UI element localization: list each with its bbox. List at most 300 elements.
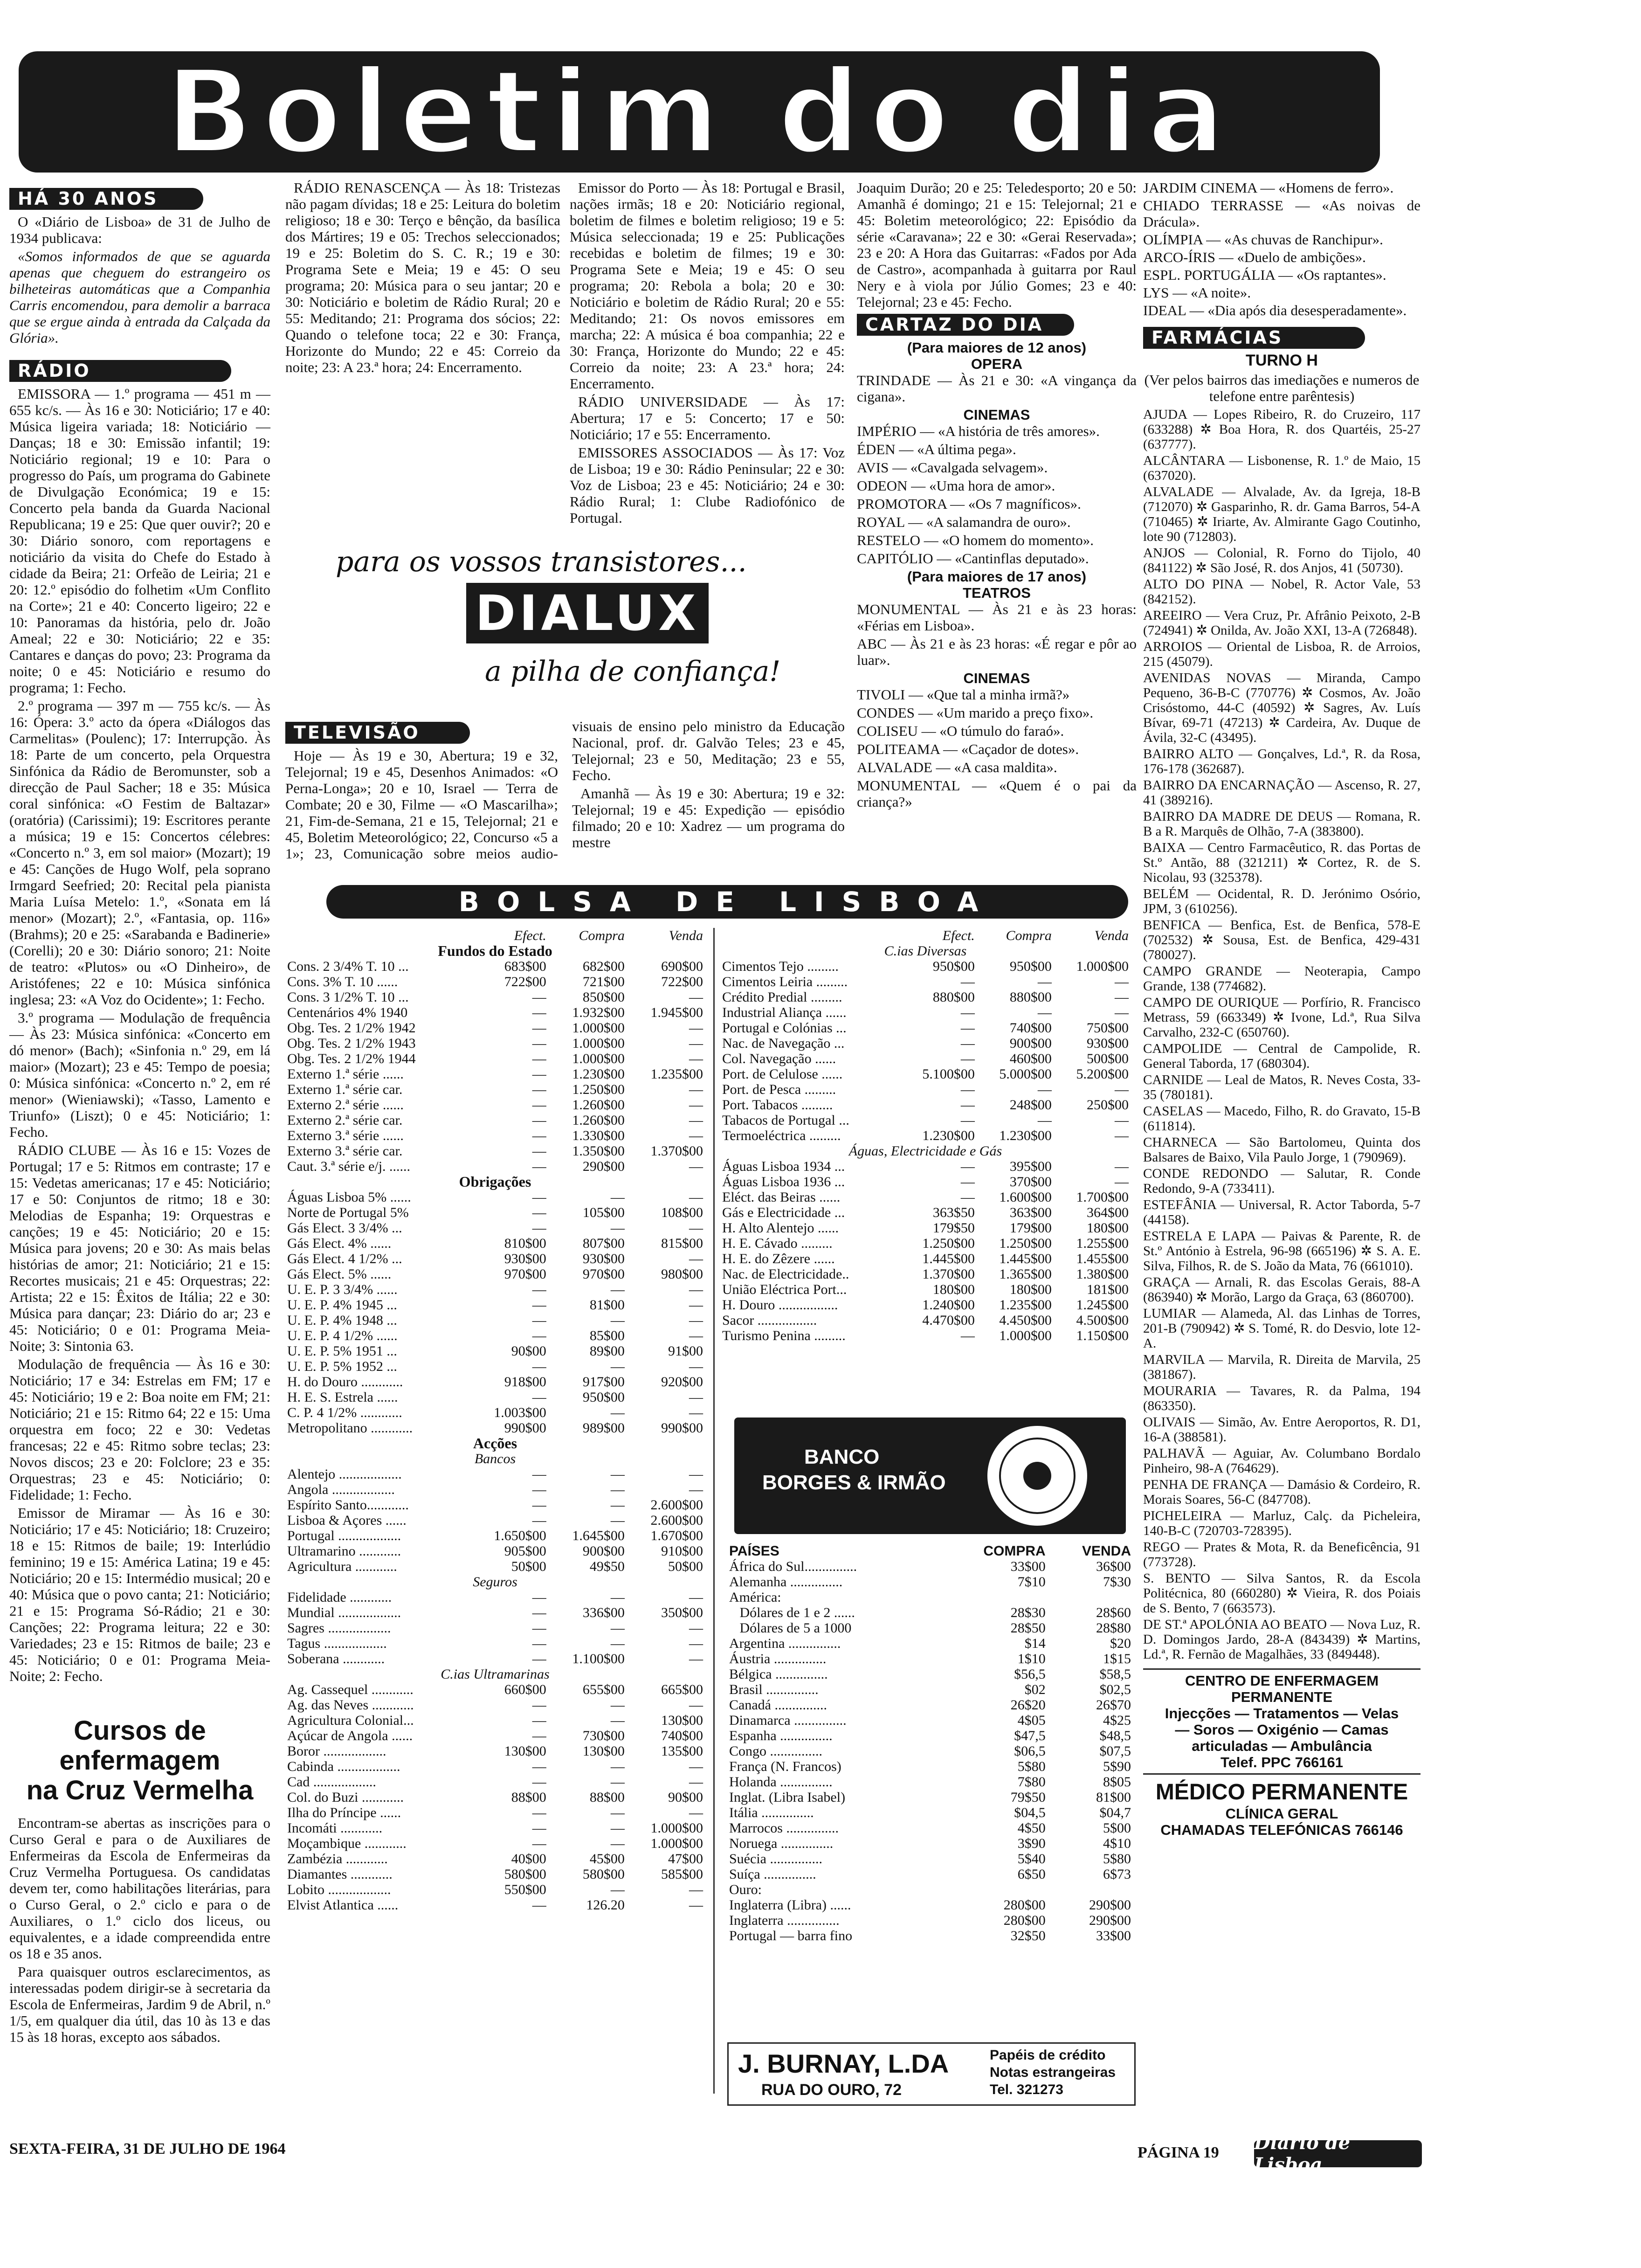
bolsa-cell-v: 750$00 [1087, 1020, 1129, 1036]
bolsa-cell-v: — [689, 1805, 703, 1820]
banco-cell-p: Congo ............... [729, 1743, 823, 1759]
banco-cell-p: Marrocos ............... [729, 1820, 839, 1836]
bolsa-cell-e: — [532, 1328, 546, 1343]
bolsa-cell-c: 1.645$00 [572, 1528, 625, 1543]
bolsa-cell-c: 180$00 [1009, 1282, 1052, 1297]
bolsa-cell-label: Cons. 3 1/2% T. 10 ... [287, 989, 409, 1005]
cartaz-e6: LYS — «A noite». [1143, 284, 1251, 301]
bolsa-cell-e: — [532, 1020, 546, 1036]
table-row [285, 1882, 705, 1897]
banco-cell-v: 7$30 [1103, 1574, 1131, 1590]
bolsa-cell-c: 1.600$00 [999, 1189, 1052, 1205]
bolsa-cell-e: 40$00 [511, 1851, 546, 1867]
bolsa-header-col_efect: Efect. [514, 928, 546, 943]
table-row [720, 1051, 1131, 1066]
banco-cell-v: $07,5 [1099, 1743, 1131, 1759]
bolsa-cell-c: 1.932$00 [572, 1005, 625, 1020]
farmacia-item: CAMPO GRANDE — Neoterapia, Campo Grande, 138 (774682). [1143, 964, 1420, 994]
bolsa-cell-c: — [1037, 1005, 1052, 1020]
bolsa-cell-v: 740$00 [661, 1728, 703, 1743]
bolsa-cell-c: — [610, 1590, 625, 1605]
table-row [720, 1236, 1131, 1251]
table-row [285, 1605, 705, 1620]
bolsa-cell-label: Gás Elect. 5% ...... [287, 1266, 392, 1282]
farmacia-item: ALCÂNTARA — Lisbonense, R. 1.º de Maio, 15 (637020). [1143, 453, 1420, 483]
table-row [720, 1189, 1131, 1205]
radio-badge: RÁDIO [9, 360, 231, 382]
bolsa-cell-c: 5.000$00 [999, 1066, 1052, 1082]
tv-amanha: Amanhã — Às 19 e 30: Abertura; 19 e 32: Telejornal; 19 e 45: Expedição — episódio filmado; 20 e 10: Xadrez — um programa do mestre [572, 785, 845, 850]
bolsa-group-heading [285, 1436, 705, 1451]
bolsa-cell-v: — [689, 1759, 703, 1774]
cartaz-c1: IMPÉRIO — «A história de três amores». [857, 423, 1100, 439]
bolsa-cell-c: 45$00 [589, 1851, 625, 1867]
cartaz-c6: ROYAL — «A salamandra de ouro». [857, 514, 1071, 530]
bolsa-cell-c: — [610, 1759, 625, 1774]
table-row [720, 1082, 1131, 1097]
bolsa-cell-c: 880$00 [1009, 989, 1052, 1005]
farmacia-item: BAIRRO ALTO — Gonçalves, Ld.ª, R. da Rosa, 176-178 (362687). [1143, 747, 1420, 776]
bolsa-cell-v: — [689, 1282, 703, 1297]
farmacia-item: ALVALADE — Alvalade, Av. da Igreja, 18-B (712070) ✲ Gasparinho, R. dr. Gama Barros, 54-A (710465) ✲ Iriarte, Av. Almirante Gago Coutinho, lote 90 (712803). [1143, 484, 1420, 544]
bolsa-cell-v: — [1115, 1005, 1129, 1020]
banco-header-col_venda: VENDA [1082, 1543, 1131, 1559]
table-row [285, 1343, 705, 1359]
bolsa-cell-c: — [610, 1636, 625, 1651]
bolsa-cell-label: Ag. das Neves ............ [287, 1697, 414, 1713]
bolsa-cell-label: Angola .................. [287, 1482, 395, 1497]
column-4 [857, 180, 1137, 812]
enfermagem-title: CENTRO DE ENFERMAGEM PERMANENTE [1185, 1673, 1379, 1705]
bolsa-heading-label: Seguros [473, 1574, 517, 1590]
burnay-ad [727, 2042, 1136, 2106]
banco-cell-p: Canadá ............... [729, 1697, 827, 1713]
bolsa-cell-v: — [689, 1466, 703, 1482]
bolsa-cell-v: — [1115, 989, 1129, 1005]
bolsa-cell-c: — [610, 1497, 625, 1513]
banco-cell-p: Portugal — barra fino [729, 1928, 853, 1943]
bolsa-cell-v: — [689, 1636, 703, 1651]
banco-cell-p: Itália ............... [729, 1805, 814, 1820]
table-row [720, 1251, 1131, 1266]
bolsa-divider [713, 928, 715, 2094]
bolsa-cell-label: Cimentos Leiria ......... [722, 974, 848, 989]
bolsa-cell-label: Externo 3.ª série ...... [287, 1128, 404, 1143]
farmacia-item: PENHA DE FRANÇA — Damásio & Cordeiro, R. Morais Soares, 56-C (847708). [1143, 1477, 1420, 1507]
bolsa-cell-e: — [532, 1590, 546, 1605]
cartaz-opera-heading: OPERA [971, 356, 1023, 372]
farmacia-item: AJUDA — Lopes Ribeiro, R. do Cruzeiro, 117 (633288) ✲ Boa Hora, R. dos Quartéis, 25-27 (637777). [1143, 407, 1420, 452]
cartaz-d2: CONDES — «Um marido a preço fixo». [857, 705, 1094, 721]
cursos-headline-2: na Cruz Vermelha [26, 1775, 254, 1805]
medico-title: MÉDICO PERMANENTE [1155, 1780, 1408, 1805]
table-row [727, 1774, 1133, 1790]
bolsa-cell-label: Águas Lisboa 1934 ... [722, 1159, 845, 1174]
bolsa-cell-label: Gás Elect. 4 1/2% ... [287, 1251, 402, 1266]
banco-cell-c: 3$90 [1017, 1836, 1046, 1851]
bolsa-cell-v: 4.500$00 [1076, 1313, 1129, 1328]
banco-logo [734, 1418, 1126, 1534]
banco-cell-c: 26$20 [1010, 1697, 1046, 1713]
banco-cell-v: 8$05 [1103, 1774, 1131, 1790]
bolsa-cell-v: — [689, 1189, 703, 1205]
bolsa-cell-v: 130$00 [661, 1713, 703, 1728]
bolsa-cell-label: U. E. P. 5% 1952 ... [287, 1359, 397, 1374]
farmacia-item: ARROIOS — Oriental de Lisboa, R. de Arroios, 215 (45079). [1143, 639, 1420, 669]
bolsa-cell-e: — [960, 1005, 975, 1020]
cartaz-sub12: (Para maiores de 12 anos) [907, 339, 1087, 356]
cartaz-cinemas-heading: CINEMAS [963, 407, 1030, 423]
bolsa-cell-v: — [689, 1620, 703, 1636]
table-row [285, 1867, 705, 1882]
table-row [285, 1682, 705, 1697]
column-2 [285, 180, 560, 377]
radio-renascenca: RÁDIO RENASCENÇA — Às 18: Tristezas não pagam dívidas; 18 e 25: Leitura do boletim religioso; 18 e 30: Terço e bênção, da basílica dos Mártires; 19 e 05: Trechos seleccionados; 19 e 25: Boletim do S. C. R.; 19 e 30: Programa Sete e Meia; 19 e 45: O seu programa; 20: Música para o seu jantar; 20 e 30: Noticiário e boletim de Rádio Rural; 20 e 55: Meditando; 21: Programa dos sócios; 22: Quando o telefone toca; 22 e 30: França, Horizonte do Mundo; 22 e 45: Correio da noite; 23: A 23.ª hora; 24: Encerramento. [285, 180, 560, 375]
bolsa-cell-label: Cons. 3% T. 10 ...... [287, 974, 398, 989]
bolsa-cell-e: — [532, 1051, 546, 1066]
farmacia-item: CHARNECA — São Bartolomeu, Quinta dos Balsares de Baixo, Vila Paulo Jorge, 1 (790969). [1143, 1135, 1420, 1165]
bolsa-cell-v: 690$00 [661, 959, 703, 974]
bolsa-cell-e: — [532, 1805, 546, 1820]
bolsa-cell-label: Sacor ................. [722, 1313, 817, 1328]
bolsa-cell-e: — [532, 1128, 546, 1143]
banco-cell-c: $06,5 [1014, 1743, 1046, 1759]
bolsa-cell-c: 655$00 [582, 1682, 625, 1697]
banco-header-col_paises: PAÍSES [729, 1543, 779, 1559]
bolsa-cell-label: Eléct. das Beiras ...... [722, 1189, 841, 1205]
bolsa-cell-label: Boror .................. [287, 1743, 386, 1759]
bolsa-cell-c: 900$00 [1009, 1036, 1052, 1051]
bolsa-cell-c: 395$00 [1009, 1159, 1052, 1174]
bolsa-cell-c: 336$00 [582, 1605, 625, 1620]
bolsa-cell-c: — [610, 1620, 625, 1636]
banco-cell-c: $47,5 [1014, 1728, 1046, 1743]
bolsa-cell-v: 350$00 [661, 1605, 703, 1620]
bolsa-cell-c: — [610, 1220, 625, 1236]
burnay-addr: RUA DO OURO, 72 [761, 2081, 902, 2099]
bolsa-cell-v: — [689, 1113, 703, 1128]
farmacia-item: ALTO DO PINA — Nobel, R. Actor Vale, 53 (842152). [1143, 577, 1420, 607]
bolsa-cell-c: 1.100$00 [572, 1651, 625, 1666]
banco-cell-p: Espanha ............... [729, 1728, 833, 1743]
bolsa-cell-v: 500$00 [1087, 1051, 1129, 1066]
table-row [727, 1836, 1133, 1851]
cartaz-e4: ARCO-ÍRIS — «Duelo de ambições». [1143, 249, 1366, 265]
farmacia-item: CONDE REDONDO — Salutar, R. Conde Redondo, 9-A (733411). [1143, 1166, 1420, 1196]
bolsa-cell-c: 49$50 [589, 1559, 625, 1574]
bolsa-cell-label: União Eléctrica Port... [722, 1282, 847, 1297]
banco-cell-p: África do Sul............... [729, 1559, 857, 1574]
medico-tel: CHAMADAS TELEFÓNICAS 766146 [1160, 1822, 1403, 1838]
bolsa-cell-v: 920$00 [661, 1374, 703, 1390]
bolsa-cell-c: 1.230$00 [999, 1128, 1052, 1143]
bolsa-cell-v: 1.000$00 [650, 1820, 703, 1836]
cartaz-c4: ODEON — «Uma hora de amor». [857, 477, 1055, 494]
bolsa-cell-c: 682$00 [582, 959, 625, 974]
ha30-badge: HÁ 30 ANOS [9, 188, 203, 210]
bolsa-cell-c: — [1037, 1082, 1052, 1097]
table-row [727, 1728, 1133, 1743]
banco-cell-c: 32$50 [1010, 1928, 1046, 1943]
bolsa-subheading [285, 1666, 705, 1682]
bolsa-subheading [285, 1574, 705, 1590]
bolsa-cell-e: — [532, 1774, 546, 1790]
cursos-p1: Encontram-se abertas as inscrições para o Curso Geral e para o de Auxiliares de Enfermeiras da Escola de Enfermeiras da Cruz Vermelha Portuguesa. Os candidatas devem ter, como habilitações literárias, para o Curso Geral, o 2.º ciclo e para o de Auxiliares, o 1.º ciclo dos liceus, ou equivalentes, e a idade compreendida entre os 18 e 35 anos. [9, 1815, 270, 1962]
table-row [727, 1820, 1133, 1836]
bolsa-cell-c: 1.250$00 [999, 1236, 1052, 1251]
cartaz-badge: CARTAZ DO DIA [857, 314, 1074, 336]
bolsa-cell-label: Lobito .................. [287, 1882, 391, 1897]
bolsa-cell-label: Nac. de Electricidade.. [722, 1266, 849, 1282]
bolsa-cell-v: 135$00 [661, 1743, 703, 1759]
bolsa-cell-c: 989$00 [582, 1420, 625, 1436]
bolsa-cell-v: — [689, 1128, 703, 1143]
bolsa-cell-label: Espírito Santo............ [287, 1497, 409, 1513]
bolsa-cell-v: — [689, 1390, 703, 1405]
bolsa-cell-v: — [689, 1774, 703, 1790]
bolsa-cell-e: 363$50 [932, 1205, 975, 1220]
bolsa-cell-c: — [610, 1713, 625, 1728]
bolsa-cell-v: 1.380$00 [1076, 1266, 1129, 1282]
bolsa-cell-e: — [532, 1082, 546, 1097]
farmacias-list [1143, 407, 1420, 1662]
bolsa-cell-e: — [960, 1328, 975, 1343]
farmacia-item: BAIXA — Centro Farmacêutico, R. das Portas de St.º Antão, 88 (321211) ✲ Cortez, R. de S. Nicolau, 93 (325378). [1143, 840, 1420, 885]
footer [9, 2140, 1436, 2168]
enfermagem-line2: — Soros — Oxigénio — Camas [1175, 1722, 1389, 1738]
banco-cell-p: Suécia ............... [729, 1851, 822, 1867]
bolsa-cell-label: Gás e Electricidade ... [722, 1205, 845, 1220]
table-row [285, 959, 705, 974]
table-row [285, 1051, 705, 1066]
bolsa-cell-e: — [532, 1097, 546, 1113]
table-row [727, 1897, 1133, 1913]
bolsa-cell-e: — [532, 1390, 546, 1405]
bolsa-cell-v: 2.600$00 [650, 1497, 703, 1513]
bolsa-cell-label: Port. de Pesca ......... [722, 1082, 836, 1097]
farmacia-item: CARNIDE — Leal de Matos, R. Neves Costa, 33-35 (780181). [1143, 1072, 1420, 1102]
bolsa-cell-v: — [1115, 1159, 1129, 1174]
table-row [727, 1636, 1133, 1651]
bolsa-cell-e: 580$00 [504, 1867, 546, 1882]
tv-hoje: Hoje — Às 19 e 30, Abertura; 19 e 32, Telejornal; 19 e 45, Desenhos Animados: «O Perna-Longa»; 20 e 10, Israel — Terra de Combate; 20 e 30, Filme — «O Mascarilha»; 21, Fim-de-Semana, 21 e 15, Telejornal; 21 e 45, Boletim Meteorológico; 22, Concurso «5 a 1»; 23, Comunicação sobre meios audio-visuais de ensino pelo ministro da Educação Nacional, prof. dr. Galvão Teles; 23 e 45, Telejornal; 23 e 50, Meditação; 23 e 55, Fecho. [285, 718, 845, 862]
radio-associados: EMISSORES ASSOCIADOS — Às 17: Voz de Lisboa; 19 e 30: Rádio Peninsular; 22 e 30: Voz de Lisboa; 23 e 45: Noticiário; 24 e 30: Rádio Rural; 1: Clube Radiofónico de Portugal. [570, 444, 845, 526]
bolsa-cell-v: 181$00 [1087, 1282, 1129, 1297]
table-row [285, 1220, 705, 1236]
bolsa-cell-c: — [1037, 974, 1052, 989]
bolsa-cell-c: — [610, 1836, 625, 1851]
table-row [285, 1513, 705, 1528]
bolsa-cell-e: — [532, 1159, 546, 1174]
bolsa-cell-e: — [532, 1113, 546, 1128]
bolsa-cell-e: 880$00 [932, 989, 975, 1005]
table-row [285, 1651, 705, 1666]
banco-cell-v: 290$00 [1089, 1913, 1131, 1928]
bolsa-cell-c: 970$00 [582, 1266, 625, 1282]
cartaz-t1: MONUMENTAL — Às 21 e às 23 horas: «Férias em Lisboa». [857, 601, 1137, 634]
bolsa-cell-e: — [532, 1897, 546, 1913]
bolsa-cell-v: 1.235$00 [650, 1066, 703, 1082]
bolsa-cell-label: Crédito Predial ......... [722, 989, 842, 1005]
bolsa-cell-c: 130$00 [582, 1743, 625, 1759]
bolsa-cell-v: — [689, 1159, 703, 1174]
bolsa-cell-label: Cimentos Tejo ......... [722, 959, 839, 974]
bolsa-cell-v: 815$00 [661, 1236, 703, 1251]
table-row [720, 1128, 1131, 1143]
table-row [285, 1159, 705, 1174]
bolsa-cell-c: 1.350$00 [572, 1143, 625, 1159]
banco-cell-v: 290$00 [1089, 1897, 1131, 1913]
banco-cell-p: Inglat. (Libra Isabel) [729, 1790, 846, 1805]
bolsa-cell-label: Tagus .................. [287, 1636, 387, 1651]
bolsa-cell-c: 1.330$00 [572, 1128, 625, 1143]
bolsa-cell-label: C. P. 4 1/2% ............ [287, 1405, 402, 1420]
bolsa-cell-e: — [532, 1282, 546, 1297]
bolsa-cell-e: — [532, 1605, 546, 1620]
bolsa-cell-e: — [532, 1713, 546, 1728]
cartaz-cinemas2-heading: CINEMAS [963, 670, 1030, 686]
bolsa-cell-label: Obg. Tes. 2 1/2% 1944 [287, 1051, 416, 1066]
bolsa-cell-label: H. E. S. Estrela ...... [287, 1390, 398, 1405]
bolsa-cell-label: Obg. Tes. 2 1/2% 1942 [287, 1020, 416, 1036]
bolsa-cell-v: — [689, 1697, 703, 1713]
bolsa-cell-v: — [689, 1220, 703, 1236]
bolsa-cell-v: 665$00 [661, 1682, 703, 1697]
farmacia-item: CAMPO DE OURIQUE — Porfírio, R. Francisco Metrass, 59 (663349) ✲ Ivone, Ld.ª, Rua Silva Carvalho, 232-C (650760). [1143, 995, 1420, 1040]
medico-sub: CLÍNICA GERAL [1225, 1805, 1338, 1822]
table-row [285, 1482, 705, 1497]
table-row [727, 1651, 1133, 1666]
table-row [720, 1220, 1131, 1236]
table-row [720, 1097, 1131, 1113]
banco-cell-p: Bélgica ............... [729, 1666, 828, 1682]
table-row [720, 959, 1131, 974]
table-row [727, 1697, 1133, 1713]
table-row [285, 1497, 705, 1513]
bolsa-cell-v: — [1115, 1174, 1129, 1189]
bolsa-cell-c: — [610, 1313, 625, 1328]
bolsa-cell-label: Moçambique ............ [287, 1836, 407, 1851]
bolsa-cell-label: Termoeléctrica ......... [722, 1128, 841, 1143]
bolsa-cell-c: 1.260$00 [572, 1113, 625, 1128]
bolsa-cell-label: Metropolitano ............ [287, 1420, 413, 1436]
bolsa-cell-v: 1.245$00 [1076, 1297, 1129, 1313]
cartaz-c3: AVIS — «Cavalgada selvagem». [857, 459, 1048, 476]
bolsa-cell-v: — [1115, 1128, 1129, 1143]
farmacia-item: ANJOS — Colonial, R. Forno do Tijolo, 40 (841122) ✲ São José, R. dos Anjos, 41 (50730). [1143, 546, 1420, 575]
bolsa-cell-label: Portugal .................. [287, 1528, 401, 1543]
bolsa-cell-label: Externo 2.ª série ...... [287, 1097, 404, 1113]
table-row [285, 1313, 705, 1328]
table-row [720, 1328, 1131, 1343]
bolsa-cell-v: 722$00 [661, 974, 703, 989]
bolsa-cell-e: 918$00 [504, 1374, 546, 1390]
table-row [285, 1189, 705, 1205]
bolsa-cell-label: H. E. do Zêzere ...... [722, 1251, 835, 1266]
table-row [285, 974, 705, 989]
banco-cell-p: Inglaterra (Libra) ...... [729, 1897, 851, 1913]
farmacia-item: ESTRELA E LAPA — Paivas & Parente, R. de St.º António à Estrela, 96-98 (665196) ✲ S. A. E. Silva, Filhos, R. de S. João da Mata, 76 (661010). [1143, 1229, 1420, 1273]
bolsa-cell-label: Cons. 2 3/4% T. 10 ... [287, 959, 409, 974]
banco-cell-v: 5$90 [1103, 1759, 1131, 1774]
bolsa-cell-label: Águas Lisboa 1936 ... [722, 1174, 845, 1189]
cartaz-d6: MONUMENTAL — «Quem é o pai da criança?» [857, 777, 1137, 810]
bolsa-cell-label: Ag. Cassequel ............ [287, 1682, 414, 1697]
bolsa-cell-c: 460$00 [1009, 1051, 1052, 1066]
bolsa-cell-label: Industrial Aliança ...... [722, 1005, 847, 1020]
bolsa-cell-e: — [532, 1636, 546, 1651]
farmacia-item: PICHELEIRA — Marluz, Calç. da Picheleira, 140-B-C (720703-728395). [1143, 1508, 1420, 1538]
bolsa-cell-label: Obg. Tes. 2 1/2% 1943 [287, 1036, 416, 1051]
bolsa-cell-label: Gás Elect. 4% ...... [287, 1236, 392, 1251]
bolsa-cell-label: Zambézia ............ [287, 1851, 388, 1867]
bolsa-cell-c: 89$00 [589, 1343, 625, 1359]
banco-table-wrap [727, 1543, 1133, 1943]
banco-cell-p: Suíça ............... [729, 1867, 816, 1882]
table-row [285, 1066, 705, 1082]
table-row [285, 1743, 705, 1759]
bolsa-cell-c: — [610, 1282, 625, 1297]
bolsa-cell-v: 930$00 [1087, 1036, 1129, 1051]
banco-cell-c: $04,5 [1014, 1805, 1046, 1820]
bolsa-cell-c: 807$00 [582, 1236, 625, 1251]
bolsa-cell-e: — [532, 1697, 546, 1713]
table-row [720, 1036, 1131, 1051]
tv-badge: TELEVISÃO [285, 722, 470, 744]
bolsa-cell-label: Tabacos de Portugal ... [722, 1113, 849, 1128]
bolsa-cell-v: 1.255$00 [1076, 1236, 1129, 1251]
bolsa-cell-e: 905$00 [504, 1543, 546, 1559]
bolsa-cell-e: 550$00 [504, 1882, 546, 1897]
bolsa-cell-c: 126.20 [586, 1897, 625, 1913]
bolsa-cell-v: 980$00 [661, 1266, 703, 1282]
bolsa-cell-label: Port. Tabacos ......... [722, 1097, 833, 1113]
bolsa-cell-v: — [1115, 1082, 1129, 1097]
bolsa-cell-v: 250$00 [1087, 1097, 1129, 1113]
bolsa-cell-label: Turismo Penina ......... [722, 1328, 846, 1343]
bolsa-cell-c: 1.000$00 [999, 1328, 1052, 1343]
footer-date: SEXTA-FEIRA, 31 DE JULHO DE 1964 [9, 2140, 286, 2157]
bolsa-cell-c: — [1037, 1113, 1052, 1128]
bolsa-header-col_compra: Compra [1006, 928, 1052, 943]
table-row [285, 1528, 705, 1543]
table-row [285, 1790, 705, 1805]
farmacia-item: LUMIAR — Alameda, Al. das Linhas de Torres, 201-B (790942) ✲ S. Tomé, R. do Desvio, lote 12-A. [1143, 1306, 1420, 1351]
bolsa-cell-v: — [689, 1328, 703, 1343]
table-row [720, 1020, 1131, 1036]
banco-cell-c [941, 1590, 1048, 1605]
bolsa-cell-c: 1.235$00 [999, 1297, 1052, 1313]
banco-cell-c: 280$00 [1003, 1913, 1046, 1928]
farmacias-note: (Ver pelos bairros das imediações e numeros de telefone entre parêntesis) [1144, 372, 1420, 404]
bolsa-cell-label: Lisboa & Açores ...... [287, 1513, 407, 1528]
table-row [720, 1005, 1131, 1020]
bolsa-cell-e: 4.470$00 [922, 1313, 975, 1328]
banco-cell-c: 5$40 [1017, 1851, 1046, 1867]
bolsa-cell-e: — [960, 1189, 975, 1205]
banco-cell-c: 5$80 [1017, 1759, 1046, 1774]
banco-cell-c: $02 [1024, 1682, 1046, 1697]
table-row [285, 1805, 705, 1820]
enfermagem-line4: Telef. PPC 766161 [1220, 1754, 1344, 1770]
table-row [285, 1143, 705, 1159]
bolsa-cell-label: H. E. Cávado ......... [722, 1236, 833, 1251]
cartaz-e7: IDEAL — «Dia após dia desesperadamente». [1143, 302, 1407, 318]
cartaz-sub17: (Para maiores de 17 anos) [907, 568, 1087, 585]
table-row [285, 1390, 705, 1405]
farmacia-item: OLIVAIS — Simão, Av. Entre Aeroportos, R. D1, 16-A (388581). [1143, 1415, 1420, 1445]
bolsa-cell-e: — [532, 1205, 546, 1220]
